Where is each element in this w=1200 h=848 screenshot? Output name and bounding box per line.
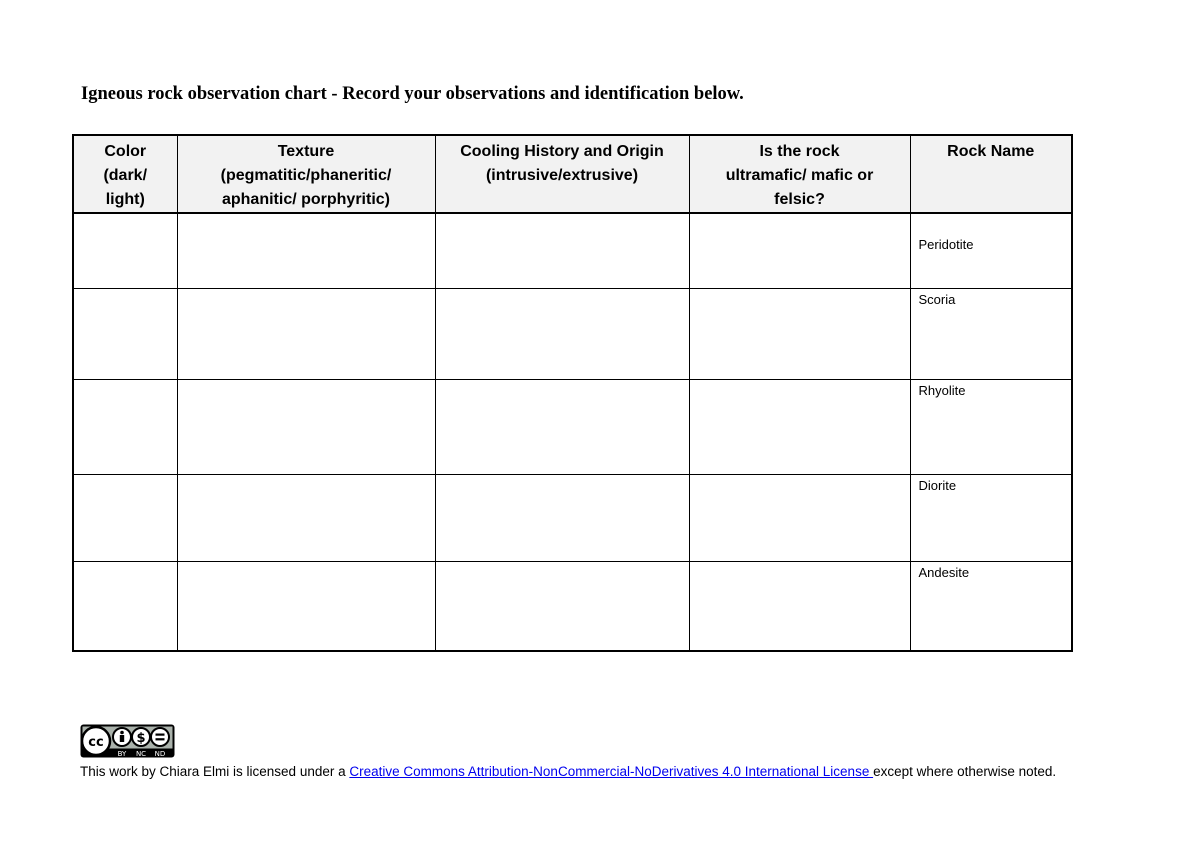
header-cooling-history: Cooling History and Origin (intrusive/extrusive) bbox=[435, 135, 689, 213]
svg-text:$: $ bbox=[136, 731, 146, 746]
header-color: Color (dark/ light) bbox=[73, 135, 177, 213]
color-cell[interactable] bbox=[73, 379, 177, 474]
rock-name-cell bbox=[910, 561, 1072, 651]
cc-license-badge[interactable] bbox=[80, 724, 175, 758]
cooling-cell[interactable] bbox=[435, 561, 689, 651]
badge-nc-label: NC bbox=[135, 750, 147, 758]
page-title: Igneous rock observation chart - Record your observations and identification below. bbox=[81, 84, 744, 104]
rock-name: Andesite bbox=[918, 564, 970, 580]
texture-cell[interactable] bbox=[177, 561, 435, 651]
rock-name: Rhyolite bbox=[918, 382, 966, 398]
color-cell[interactable] bbox=[73, 474, 177, 561]
color-cell[interactable] bbox=[73, 561, 177, 651]
attribution-icon bbox=[113, 728, 131, 746]
header-rock-name: Rock Name bbox=[910, 135, 1072, 213]
badge-by-label: BY bbox=[117, 750, 127, 758]
noncommercial-icon bbox=[132, 728, 150, 746]
texture-cell[interactable] bbox=[177, 474, 435, 561]
table-row bbox=[73, 561, 1072, 651]
noderivatives-icon bbox=[151, 728, 169, 746]
color-cell[interactable] bbox=[73, 288, 177, 379]
composition-cell[interactable] bbox=[689, 379, 910, 474]
rock-name-cell bbox=[910, 474, 1072, 561]
cooling-cell[interactable] bbox=[435, 379, 689, 474]
cc-badge-text: cc bbox=[88, 735, 104, 750]
table-row bbox=[73, 213, 1072, 288]
cooling-cell[interactable] bbox=[435, 288, 689, 379]
rock-name-cell bbox=[910, 288, 1072, 379]
composition-cell[interactable] bbox=[689, 288, 910, 379]
license-text-before: This work by Chiara Elmi is licensed under a bbox=[80, 764, 350, 779]
texture-cell[interactable] bbox=[177, 379, 435, 474]
composition-cell[interactable] bbox=[689, 561, 910, 651]
texture-cell[interactable] bbox=[177, 288, 435, 379]
cooling-cell[interactable] bbox=[435, 474, 689, 561]
composition-cell[interactable] bbox=[689, 213, 910, 288]
table-row bbox=[73, 474, 1072, 561]
license-text-after: except where otherwise noted. bbox=[873, 764, 1057, 779]
header-rock-type: Is the rock ultramafic/ mafic or felsic? bbox=[689, 135, 910, 213]
badge-nd-label: ND bbox=[154, 750, 166, 758]
header-texture: Texture (pegmatitic/phaneritic/ aphanitic/ porphyritic) bbox=[177, 135, 435, 213]
table-row bbox=[73, 288, 1072, 379]
table-row bbox=[73, 379, 1072, 474]
license-notice bbox=[80, 762, 1090, 782]
color-cell[interactable] bbox=[73, 213, 177, 288]
license-link[interactable]: Creative Commons Attribution-NonCommercial-NoDerivatives 4.0 International License bbox=[349, 764, 874, 779]
rock-name: Diorite bbox=[918, 477, 957, 493]
rock-name: Scoria bbox=[918, 291, 956, 307]
observation-table bbox=[72, 134, 1073, 652]
texture-cell[interactable] bbox=[177, 213, 435, 288]
rock-name-cell bbox=[910, 379, 1072, 474]
rock-name-cell bbox=[910, 213, 1072, 288]
rock-name: Peridotite bbox=[918, 237, 974, 252]
cooling-cell[interactable] bbox=[435, 213, 689, 288]
composition-cell[interactable] bbox=[689, 474, 910, 561]
header-row bbox=[73, 135, 1072, 213]
